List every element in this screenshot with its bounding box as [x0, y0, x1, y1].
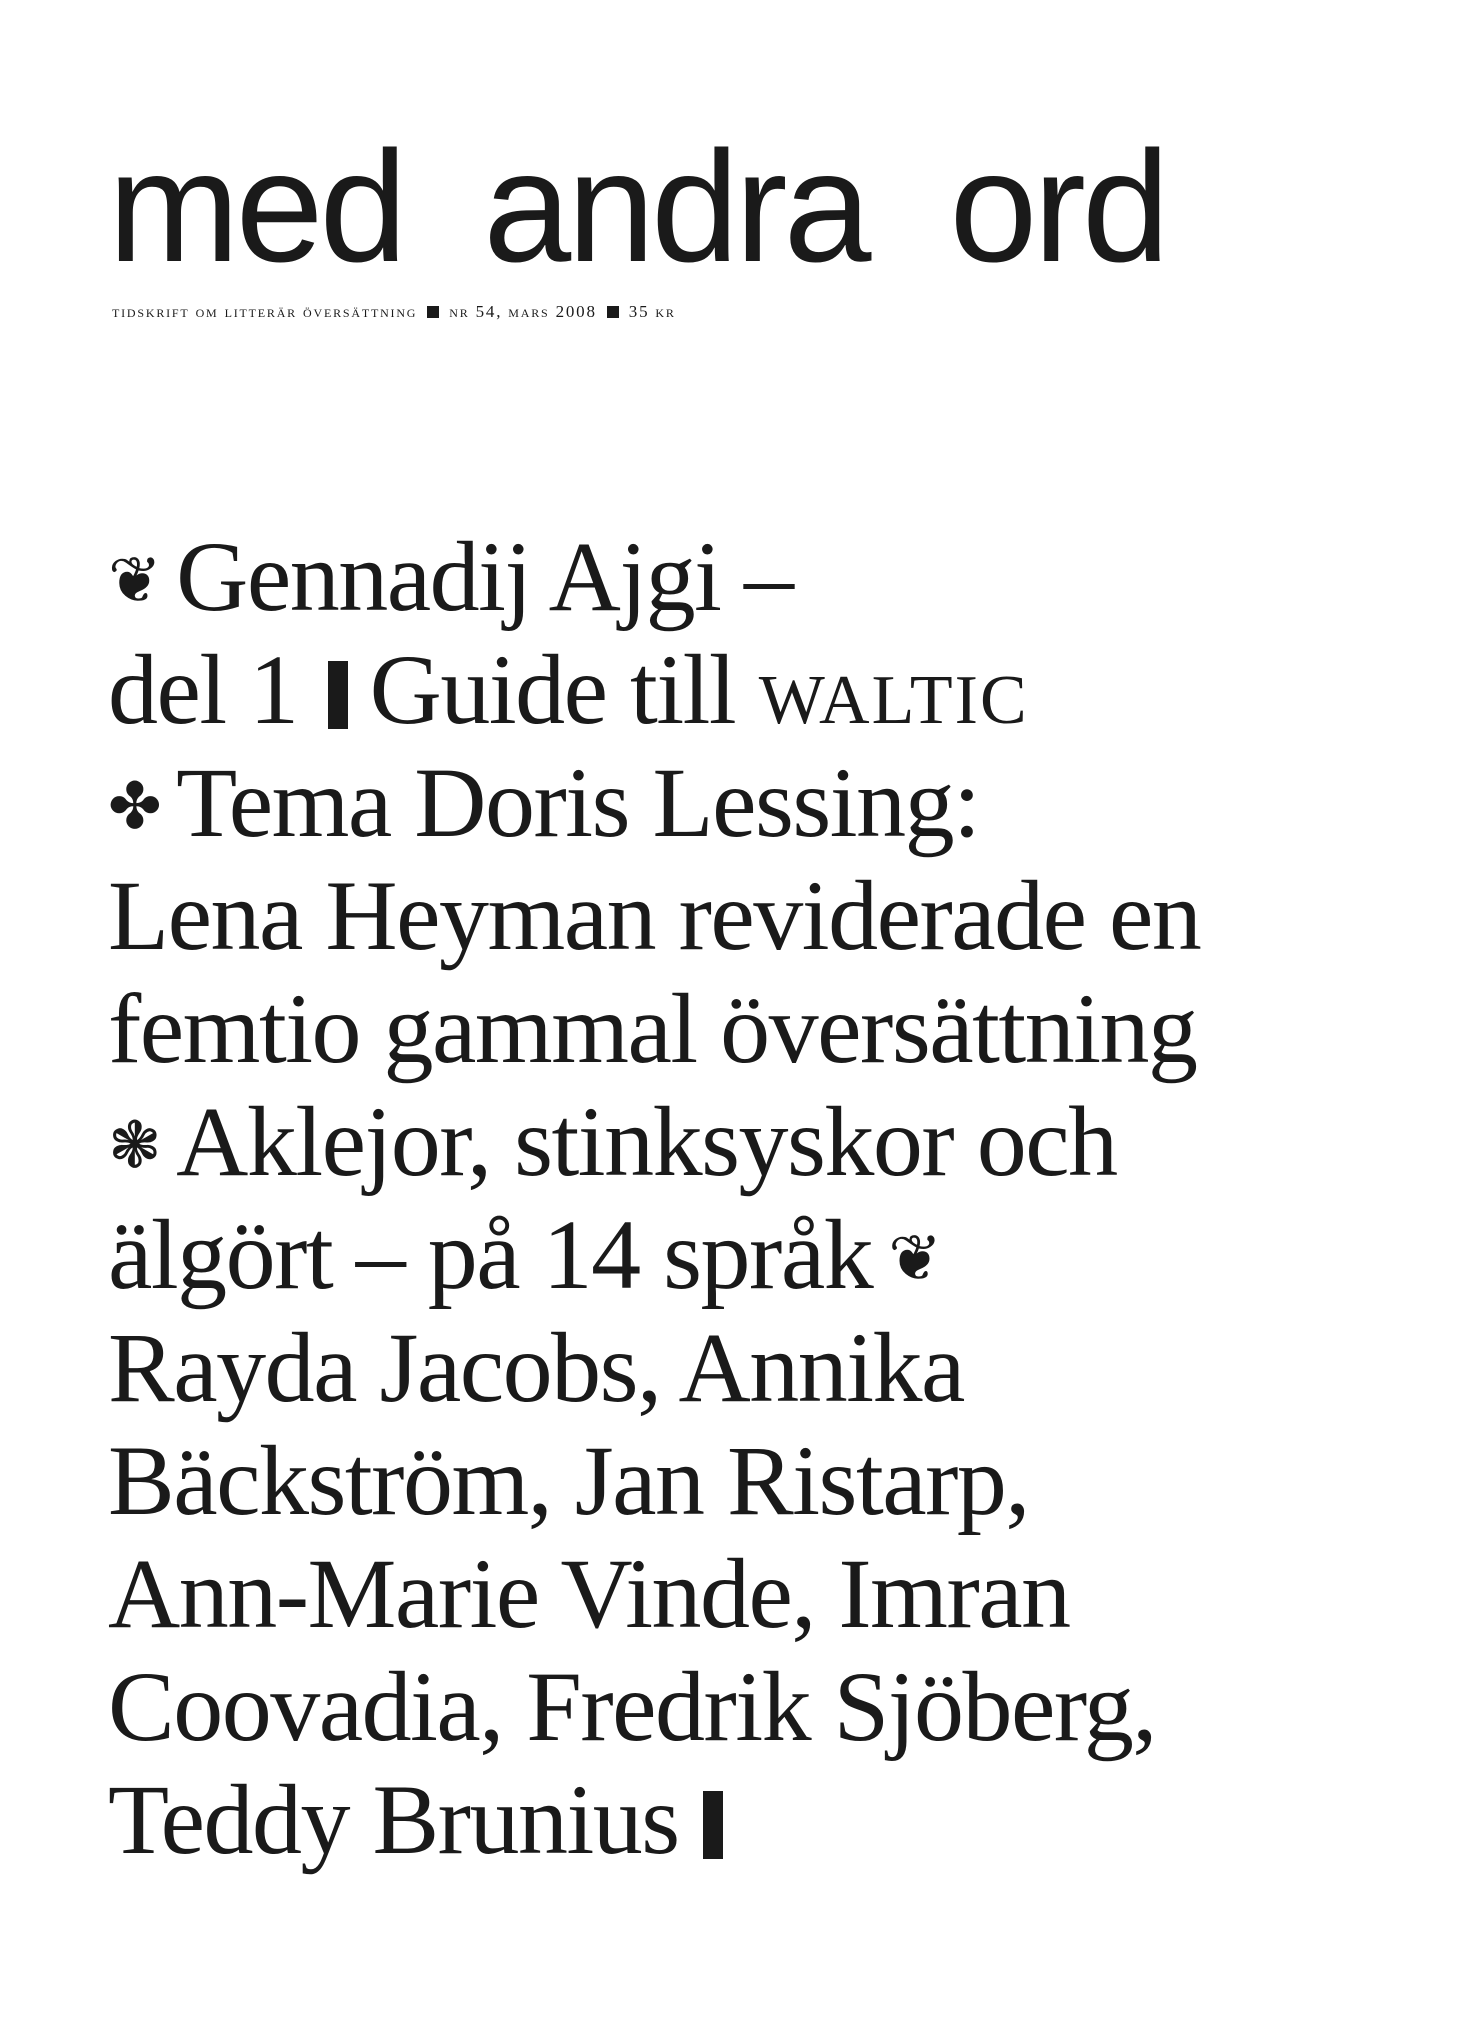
item-ajgi: Gennadij Ajgi – [176, 521, 793, 632]
names-line-4: Coovadia, Fredrik Sjöberg, [108, 1651, 1156, 1762]
masthead-word-med: med [108, 119, 404, 295]
fleuron-icon: ❦ [108, 545, 161, 616]
item-aklejor-line2: älgört – på 14 språk [108, 1199, 873, 1310]
item-guide: Guide till [369, 634, 736, 745]
contents-line-9 [108, 1424, 1358, 1537]
contents-line-2 [108, 633, 1358, 746]
square-separator-icon [607, 306, 619, 318]
masthead-word-ord: ord [949, 119, 1166, 295]
masthead-word-andra: andra [483, 119, 868, 295]
names-line-3: Ann-Marie Vinde, Imran [108, 1538, 1070, 1649]
names-line-2: Bäckström, Jan Ristarp, [108, 1425, 1029, 1536]
item-ajgi-part: del 1 [108, 634, 298, 745]
item-lessing-line3: femtio gammal översättning [108, 973, 1197, 1084]
contents-line-5 [108, 972, 1358, 1085]
contents-line-1 [108, 520, 1358, 633]
masthead-title [108, 119, 1166, 295]
item-guide-waltic: waltic [758, 634, 1029, 745]
contents-line-10 [108, 1537, 1358, 1650]
subtitle-line [112, 302, 676, 322]
contents-line-8 [108, 1311, 1358, 1424]
contents-line-11 [108, 1650, 1358, 1763]
item-lessing-theme: Tema Doris Lessing: [176, 747, 980, 858]
contents-line-3 [108, 746, 1358, 859]
contents-line-6 [108, 1085, 1358, 1198]
issue-number: nr 54, mars 2008 [449, 302, 597, 321]
cover-contents [108, 520, 1358, 1876]
contents-line-4 [108, 859, 1358, 972]
asterisk-ornament-icon: ❃ [108, 1110, 161, 1181]
clover-icon: ✤ [108, 771, 161, 842]
names-line-1: Rayda Jacobs, Annika [108, 1312, 964, 1423]
names-line-5: Teddy Brunius [108, 1764, 679, 1875]
fleuron-icon: ❦ [888, 1223, 941, 1294]
issue-price: 35 kr [628, 302, 676, 321]
vertical-bar-separator-icon [328, 661, 348, 729]
contents-line-12 [108, 1763, 1358, 1876]
vertical-bar-end-icon [703, 1791, 723, 1859]
item-aklejor: Aklejor, stinksyskor och [176, 1086, 1117, 1197]
contents-line-7 [108, 1198, 1358, 1311]
item-lessing-line2: Lena Heyman reviderade en [108, 860, 1201, 971]
publication-description: tidskrift om litterär översättning [112, 302, 418, 321]
square-separator-icon [427, 306, 439, 318]
